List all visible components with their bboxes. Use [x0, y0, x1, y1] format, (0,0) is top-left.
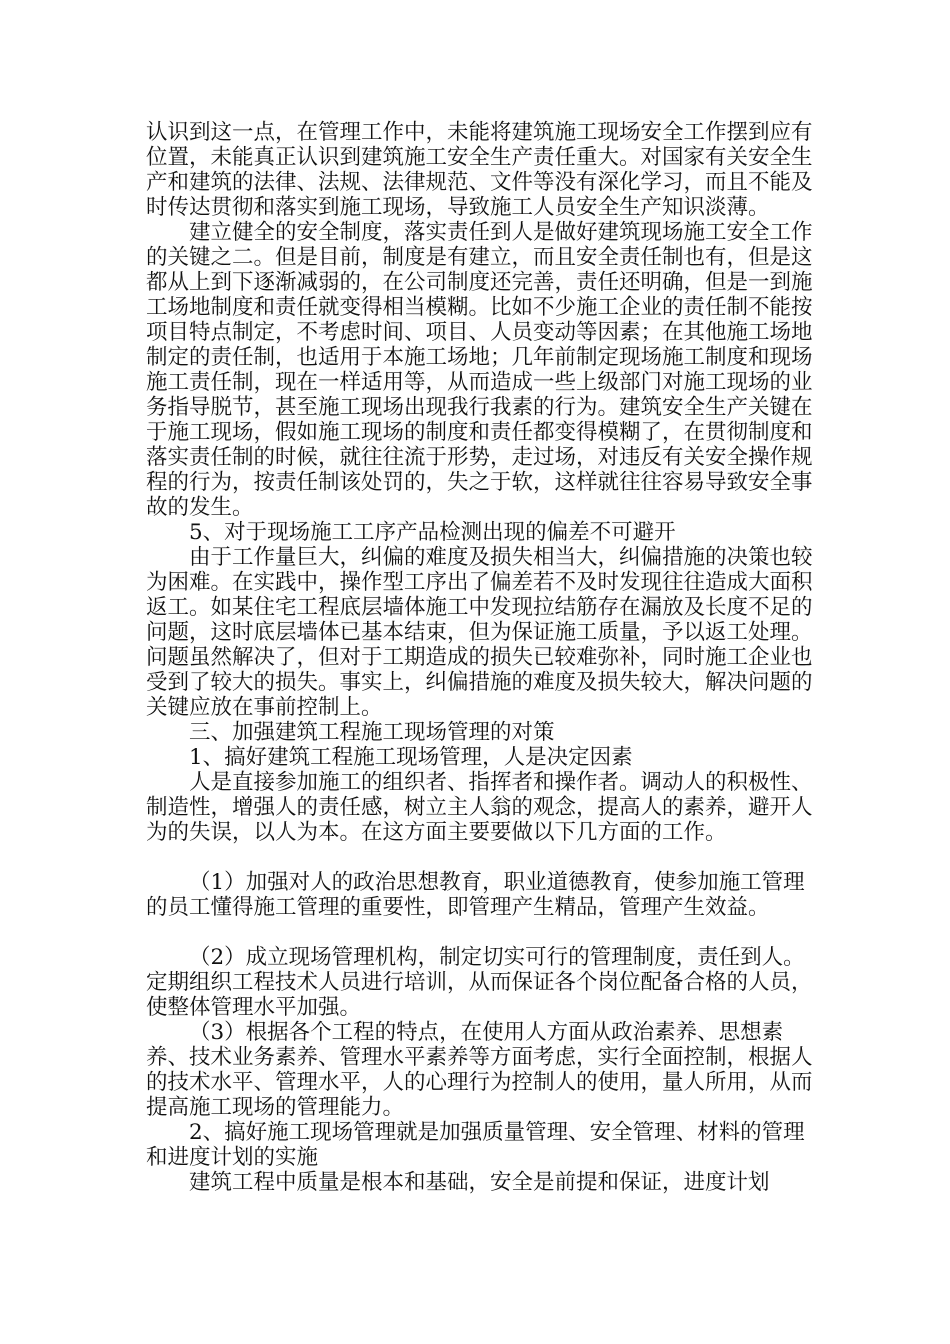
heading-section-three: 三、加强建筑工程施工现场管理的对策	[189, 720, 555, 745]
paragraph-awareness: 认识到这一点，在管理工作中，未能将建筑施工现场安全工作摆到应有位置，未能真正认识到建筑施工安全生产责任重大。对国家有关安全生产和建筑的法律、法规、法律规范、文件等没有深化学习，而且不能及时传达贯彻和落实到施工现场，导致施工人员安全生产知识淡薄。	[146, 120, 813, 220]
heading-deviation: 5、对于现场施工工序产品检测出现的偏差不可避开	[189, 520, 676, 545]
list-item-3: （3）根据各个工程的特点，在使用人方面从政治素养、思想素养、技术业务素养、管理水平素养等方面考虑，实行全面控制，根据人的技术水平、管理水平，人的心理行为控制人的使用，量人所用，从而提高施工现场的管理能力。	[146, 1020, 813, 1120]
paragraph-deviation: 由于工作量巨大，纠偏的难度及损失相当大，纠偏措施的决策也较为困难。在实践中，操作型工序出了偏差若不及时发现往往造成大面积返工。如某住宅工程底层墙体施工中发现拉结筋存在漏放及长度不足的问题，这时底层墙体已基本结束，但为保证施工质量，予以返工处理。问题虽然解决了，但对于工期造成的损失已较难弥补，同时施工企业也受到了较大的损失。事实上，纠偏措施的难度及损失较大，解决问题的关键应放在事前控制上。	[146, 545, 813, 720]
paragraph-people: 人是直接参加施工的组织者、指挥者和操作者。调动人的积极性、制造性，增强人的责任感，树立主人翁的观念，提高人的素养，避开人为的失误，以人为本。在这方面主要要做以下几方面的工作。	[146, 770, 813, 845]
heading-site-management: 2、搞好施工现场管理就是加强质量管理、安全管理、材料的管理和进度计划的实施	[146, 1120, 805, 1170]
document-page	[146, 120, 816, 1195]
paragraph-safety-system: 建立健全的安全制度，落实责任到人是做好建筑现场施工安全工作的关键之二。但是目前，制度是有建立，而且安全责任制也有，但是这都从上到下逐渐减弱的，在公司制度还完善，责任还明确，但是一到施工场地制度和责任就变得相当模糊。比如不少施工企业的责任制不能按项目特点制定，不考虑时间、项目、人员变动等因素；在其他施工场地制定的责任制，也适用于本施工场地；几年前制定现场施工制度和现场施工责任制，现在一样适用等，从而造成一些上级部门对施工现场的业务指导脱节，甚至施工现场出现我行我素的行为。建筑安全生产关键在于施工现场，假如施工现场的制度和责任都变得模糊了，在贯彻制度和落实责任制的时候，就往往流于形势，走过场，对违反有关安全操作规程的行为，按责任制该处罚的，失之于软，这样就往往容易导致安全事故的发生。	[146, 220, 813, 520]
heading-people-factor: 1、搞好建筑工程施工现场管理，人是决定因素	[189, 745, 633, 770]
list-item-2: （2）成立现场管理机构，制定切实可行的管理制度，责任到人。定期组织工程技术人员进行培训，从而保证各个岗位配备合格的人员，使整体管理水平加强。	[146, 945, 813, 1020]
paragraph-quality: 建筑工程中质量是根本和基础，安全是前提和保证，进度计划	[189, 1170, 770, 1195]
list-item-1: （1）加强对人的政治思想教育，职业道德教育，使参加施工管理的员工懂得施工管理的重要性，即管理产生精品，管理产生效益。	[146, 870, 805, 920]
